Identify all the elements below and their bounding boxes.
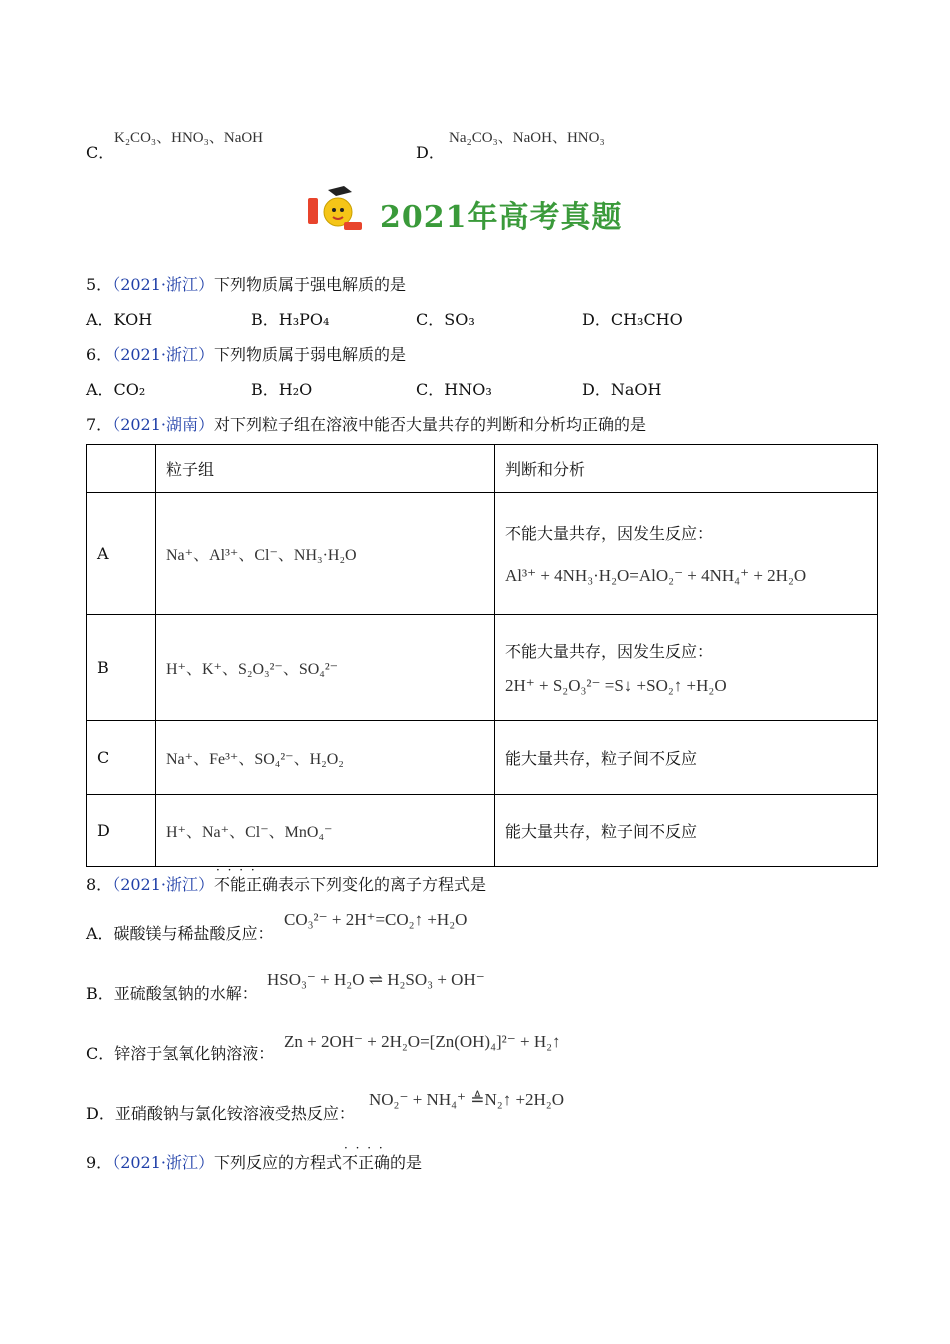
emphasized-text: · · · · 不能正确 — [214, 875, 278, 894]
particles-cell: H⁺、Na⁺、Cl⁻、MnO₄⁻ — [156, 795, 495, 867]
q8-option-a-label: A．碳酸镁与稀盐酸反应： — [86, 924, 274, 943]
particles-cell: Na⁺、Al³⁺、Cl⁻、NH₃·H₂O — [156, 493, 495, 615]
emphasized-text: · · · · 不正确 — [342, 1153, 390, 1172]
q5-option-b: B．H₃PO₄ — [251, 310, 330, 329]
banner-title: 2021年高考真题 — [380, 200, 623, 235]
option-d-letter: D． — [416, 143, 445, 162]
question-9-stem — [86, 1150, 422, 1173]
q5-option-d: D．CH₃CHO — [582, 310, 683, 329]
question-text: 下列物质属于强电解质的是 — [214, 275, 407, 294]
table-header-row — [87, 445, 878, 493]
analysis-text: 不能大量共存，因发生反应： — [505, 642, 714, 661]
analysis-cell: 能大量共存，粒子间不反应 — [495, 795, 878, 867]
question-text: 下列物质属于弱电解质的是 — [214, 345, 407, 364]
question-number: 5． — [86, 275, 113, 294]
row-label: D — [87, 795, 156, 867]
q8-option-d-label: D．亚硝酸钠与氯化铵溶液受热反应： — [86, 1104, 355, 1123]
row-label: B — [87, 615, 156, 721]
option-c-text: K₂CO₃、HNO₃、NaOH — [114, 130, 264, 146]
question-source: （2021·浙江） — [112, 875, 214, 894]
particle-analysis-table — [86, 444, 878, 867]
question-6-stem — [86, 342, 406, 365]
question-source: （2021·浙江） — [112, 345, 214, 364]
particles-cell: Na⁺、Fe³⁺、SO₄²⁻、H₂O₂ — [156, 721, 495, 795]
question-number: 8． — [86, 875, 113, 894]
analysis-text: 不能大量共存，因发生反应： — [505, 524, 714, 543]
question-source: （2021·浙江） — [112, 275, 214, 294]
table-row — [87, 493, 878, 615]
analysis-cell — [495, 615, 878, 721]
row-label: A — [87, 493, 156, 615]
q5-option-a: A．KOH — [86, 310, 153, 329]
question-text: 下列反应的方程式 — [214, 1153, 343, 1172]
q8-option-b-equation: HSO₃⁻ + H₂O ⇌ H₂SO₃ + OH⁻ — [267, 970, 485, 989]
q8-option-c-equation: Zn + 2OH⁻ + 2H₂O=[Zn(OH)₄]²⁻ + H₂↑ — [284, 1032, 561, 1051]
q6-option-c: C．HNO₃ — [416, 380, 492, 399]
question-number: 7． — [86, 415, 113, 434]
option-c-letter: C． — [86, 143, 115, 162]
question-text: 对下列粒子组在溶液中能否大量共存的判断和分析均正确的是 — [214, 415, 647, 434]
analysis-cell: 能大量共存，粒子间不反应 — [495, 721, 878, 795]
reaction-equation: 2H⁺ + S₂O₃²⁻ =S↓ +SO₂↑ +H₂O — [505, 676, 727, 695]
table-header-cell: 粒子组 — [156, 445, 495, 493]
table-header-cell — [87, 445, 156, 493]
analysis-cell — [495, 493, 878, 615]
mascot-logo-icon — [308, 186, 364, 232]
q8-option-c-label: C．锌溶于氢氧化钠溶液： — [86, 1044, 275, 1063]
option-d-text: Na₂CO₃、NaOH、HNO₃ — [449, 130, 605, 146]
q8-option-d-equation: NO₂⁻ + NH₄⁺ ≜N₂↑ +2H₂O — [369, 1090, 565, 1109]
question-number: 9． — [86, 1153, 113, 1172]
table-row — [87, 615, 878, 721]
question-text: 的是 — [390, 1153, 423, 1172]
q8-option-b-label: B．亚硫酸氢钠的水解： — [86, 984, 258, 1003]
q6-option-a: A．CO₂ — [86, 380, 146, 399]
question-8-stem — [86, 872, 486, 895]
q8-option-a-equation: CO₃²⁻ + 2H⁺=CO₂↑ +H₂O — [284, 910, 468, 929]
q5-option-c: C．SO₃ — [416, 310, 475, 329]
question-source: （2021·浙江） — [112, 1153, 214, 1172]
question-5-stem — [86, 272, 406, 295]
question-7-stem — [86, 412, 646, 435]
table-row — [87, 795, 878, 867]
reaction-equation: Al³⁺ + 4NH₃·H₂O=AlO₂⁻ + 4NH₄⁺ + 2H₂O — [505, 566, 807, 585]
row-label: C — [87, 721, 156, 795]
question-text: 表示下列变化的离子方程式是 — [278, 875, 487, 894]
particles-cell: H⁺、K⁺、S₂O₃²⁻、SO₄²⁻ — [156, 615, 495, 721]
q6-option-b: B．H₂O — [251, 380, 313, 399]
table-row — [87, 721, 878, 795]
question-number: 6． — [86, 345, 113, 364]
question-source: （2021·湖南） — [112, 415, 214, 434]
q6-option-d: D．NaOH — [582, 380, 662, 399]
table-header-cell: 判断和分析 — [495, 445, 878, 493]
